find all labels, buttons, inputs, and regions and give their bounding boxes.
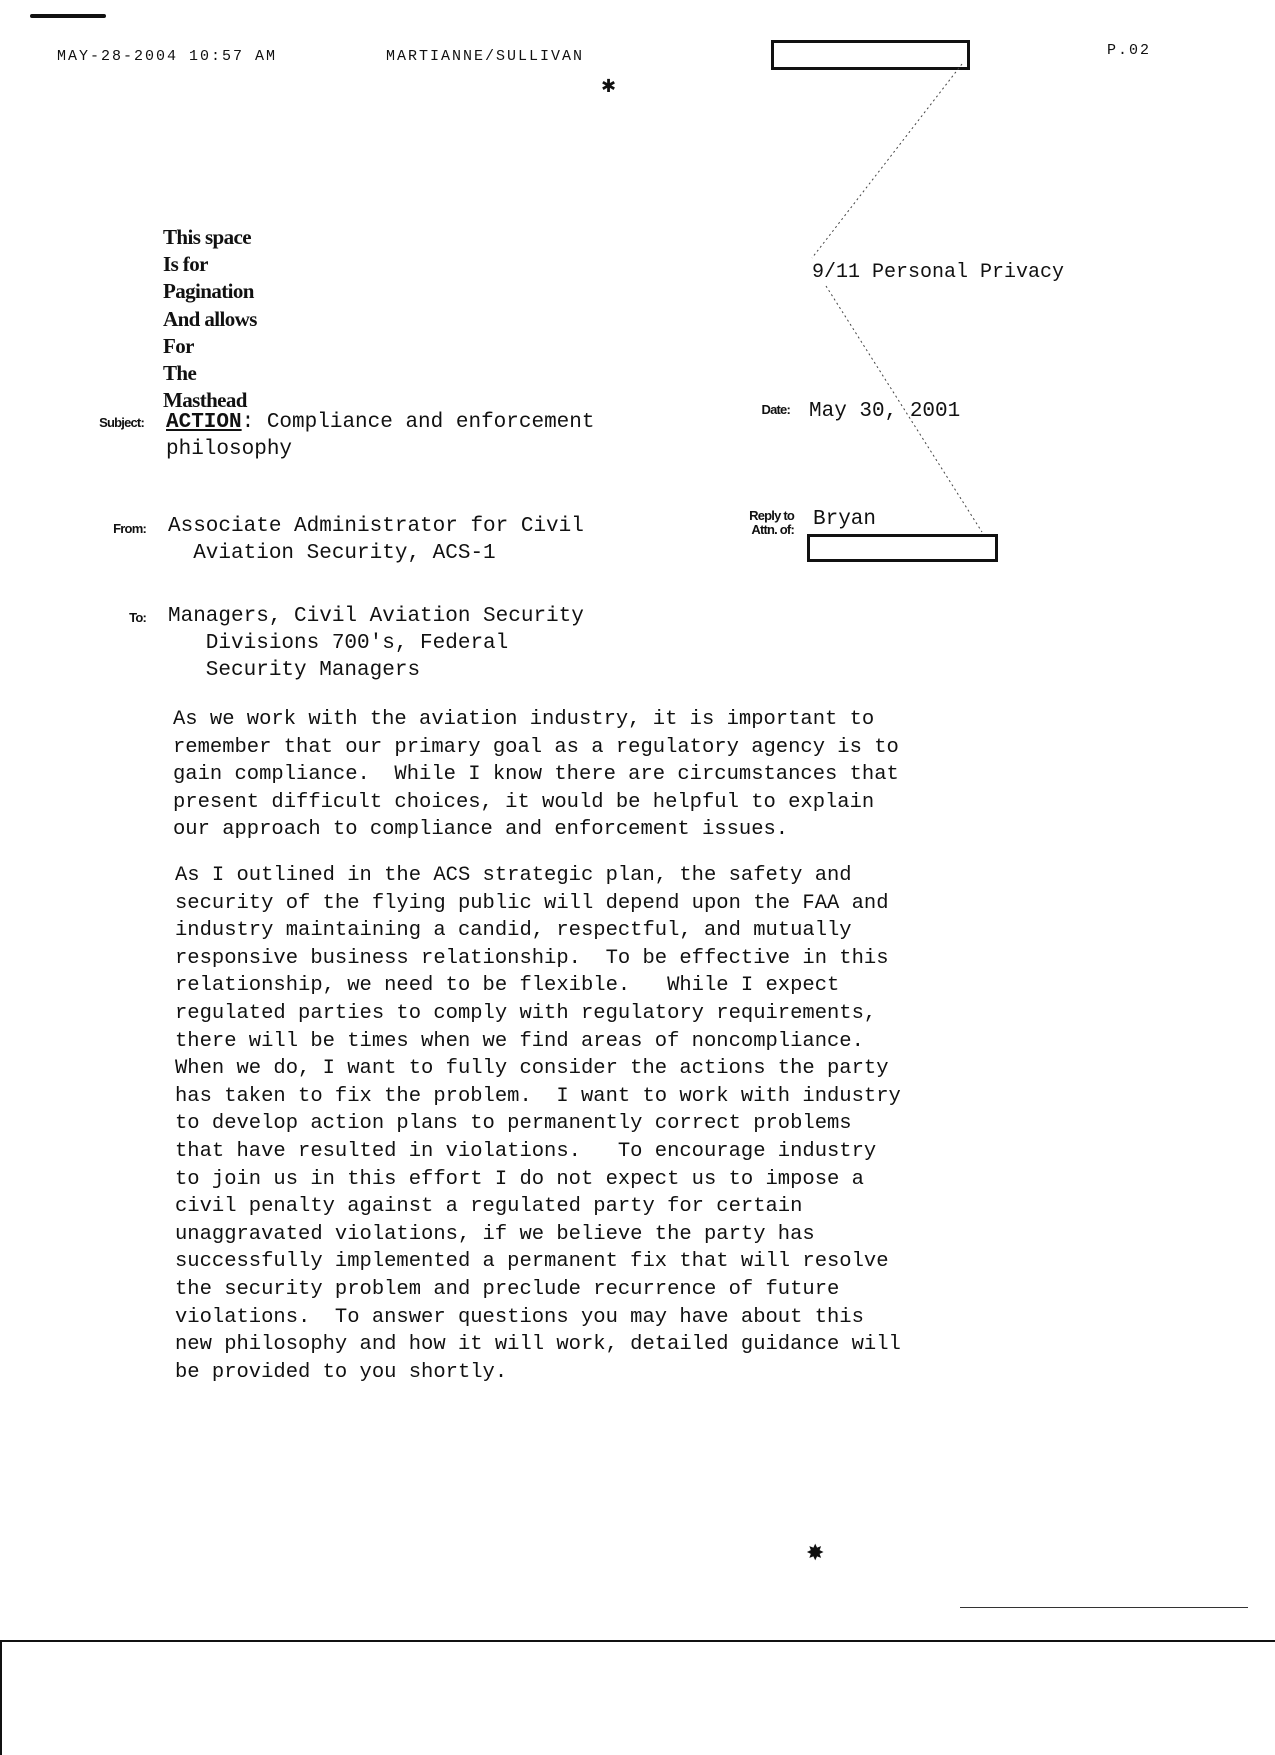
bottom-left-rule [0,1640,2,1755]
subject-label: Subject: [99,415,144,430]
date-label: Date: [761,402,790,417]
privacy-exemption-label: 9/11 Personal Privacy [812,261,1065,284]
body-line: industry maintaining a candid, respectful, and mutually [175,919,852,943]
date-value: May 30, 2001 [809,400,961,423]
reply-to-value: Bryan [813,508,877,531]
to-line-1: Managers, Civil Aviation Security [168,605,584,628]
scan-speck: ✸ [806,1540,825,1565]
from-line-1: Associate Administrator for Civil [168,515,584,538]
body-paragraph-2 [175,862,901,1386]
body-line: responsive business relationship. To be effective in this [175,946,889,970]
subject-line-1: : Compliance and enforcement [241,411,595,434]
body-line: that have resulted in violations. To encourage industry [175,1139,877,1163]
body-line: regulated parties to comply with regulatory requirements, [175,1001,877,1025]
body-line: As we work with the aviation industry, it is important to [173,708,875,731]
to-label: To: [129,610,146,625]
to-value [168,603,584,684]
from-line-2: Aviation Security, ACS-1 [168,542,496,565]
pagination-note-line: Pagination [163,279,254,304]
body-line: present difficult choices, it would be helpful to explain [173,790,875,814]
redaction-pointer-line [812,64,962,258]
body-line: When we do, I want to fully consider the actions the party [175,1057,889,1081]
body-line: our approach to compliance and enforcement issues. [173,818,789,842]
from-value [168,513,584,567]
body-line: civil penalty against a regulated party for certain [175,1195,803,1219]
bottom-rule [0,1640,1275,1642]
body-line: gain compliance. While I know there are circumstances that [173,763,899,787]
pagination-note-line: The [163,361,197,386]
body-line: remember that our primary goal as a regulatory agency is to [173,735,899,759]
subject-value [166,409,594,463]
body-line: security of the flying public will depend upon the FAA and [175,891,889,915]
pagination-note-line: Masthead [163,388,247,413]
subject-action: ACTION [166,411,242,434]
body-line: to develop action plans to permanently correct problems [175,1112,852,1136]
pagination-note-line: This space [163,225,251,249]
pagination-note-line: For [163,333,194,358]
to-line-2: Divisions 700's, Federal [168,632,509,655]
body-line: has taken to fix the problem. I want to work with industry [175,1084,901,1108]
to-line-3: Security Managers [168,659,421,682]
body-line: there will be times when we find areas of noncompliance. [175,1029,864,1053]
scan-speck: ✱ [601,76,617,96]
from-label: From: [113,521,146,536]
subject-line-2: philosophy [166,438,293,461]
fax-sender: MARTIANNE/SULLIVAN [386,48,585,65]
body-line: relationship, we need to be flexible. While I expect [175,974,840,998]
redaction-box-attn [807,534,998,562]
reply-to-label-line: Attn. of: [751,521,794,537]
reply-to-label-line: Reply to [749,508,794,523]
body-line: to join us in this effort I do not expect us to impose a [175,1167,864,1191]
body-line: successfully implemented a permanent fix that will resolve [175,1250,889,1274]
body-line: new philosophy and how it will work, detailed guidance will [175,1333,901,1357]
fax-date-time: MAY-28-2004 10:57 AM [57,48,278,65]
body-line: violations. To answer questions you may have about this [175,1305,864,1329]
reply-to-label [718,509,794,536]
pagination-note-line: And allows [163,306,257,331]
body-line: the security problem and preclude recurrence of future [175,1277,840,1301]
body-line: unaggravated violations, if we believe the party has [175,1222,815,1246]
fax-page-number: P.02 [1107,42,1152,59]
footer-line [960,1607,1248,1608]
body-paragraph-1 [173,706,899,844]
pagination-note-line: Is for [163,252,208,277]
pagination-note [163,224,257,414]
body-line: As I outlined in the ACS strategic plan, the safety and [175,864,852,887]
body-line: be provided to you shortly. [175,1360,508,1384]
